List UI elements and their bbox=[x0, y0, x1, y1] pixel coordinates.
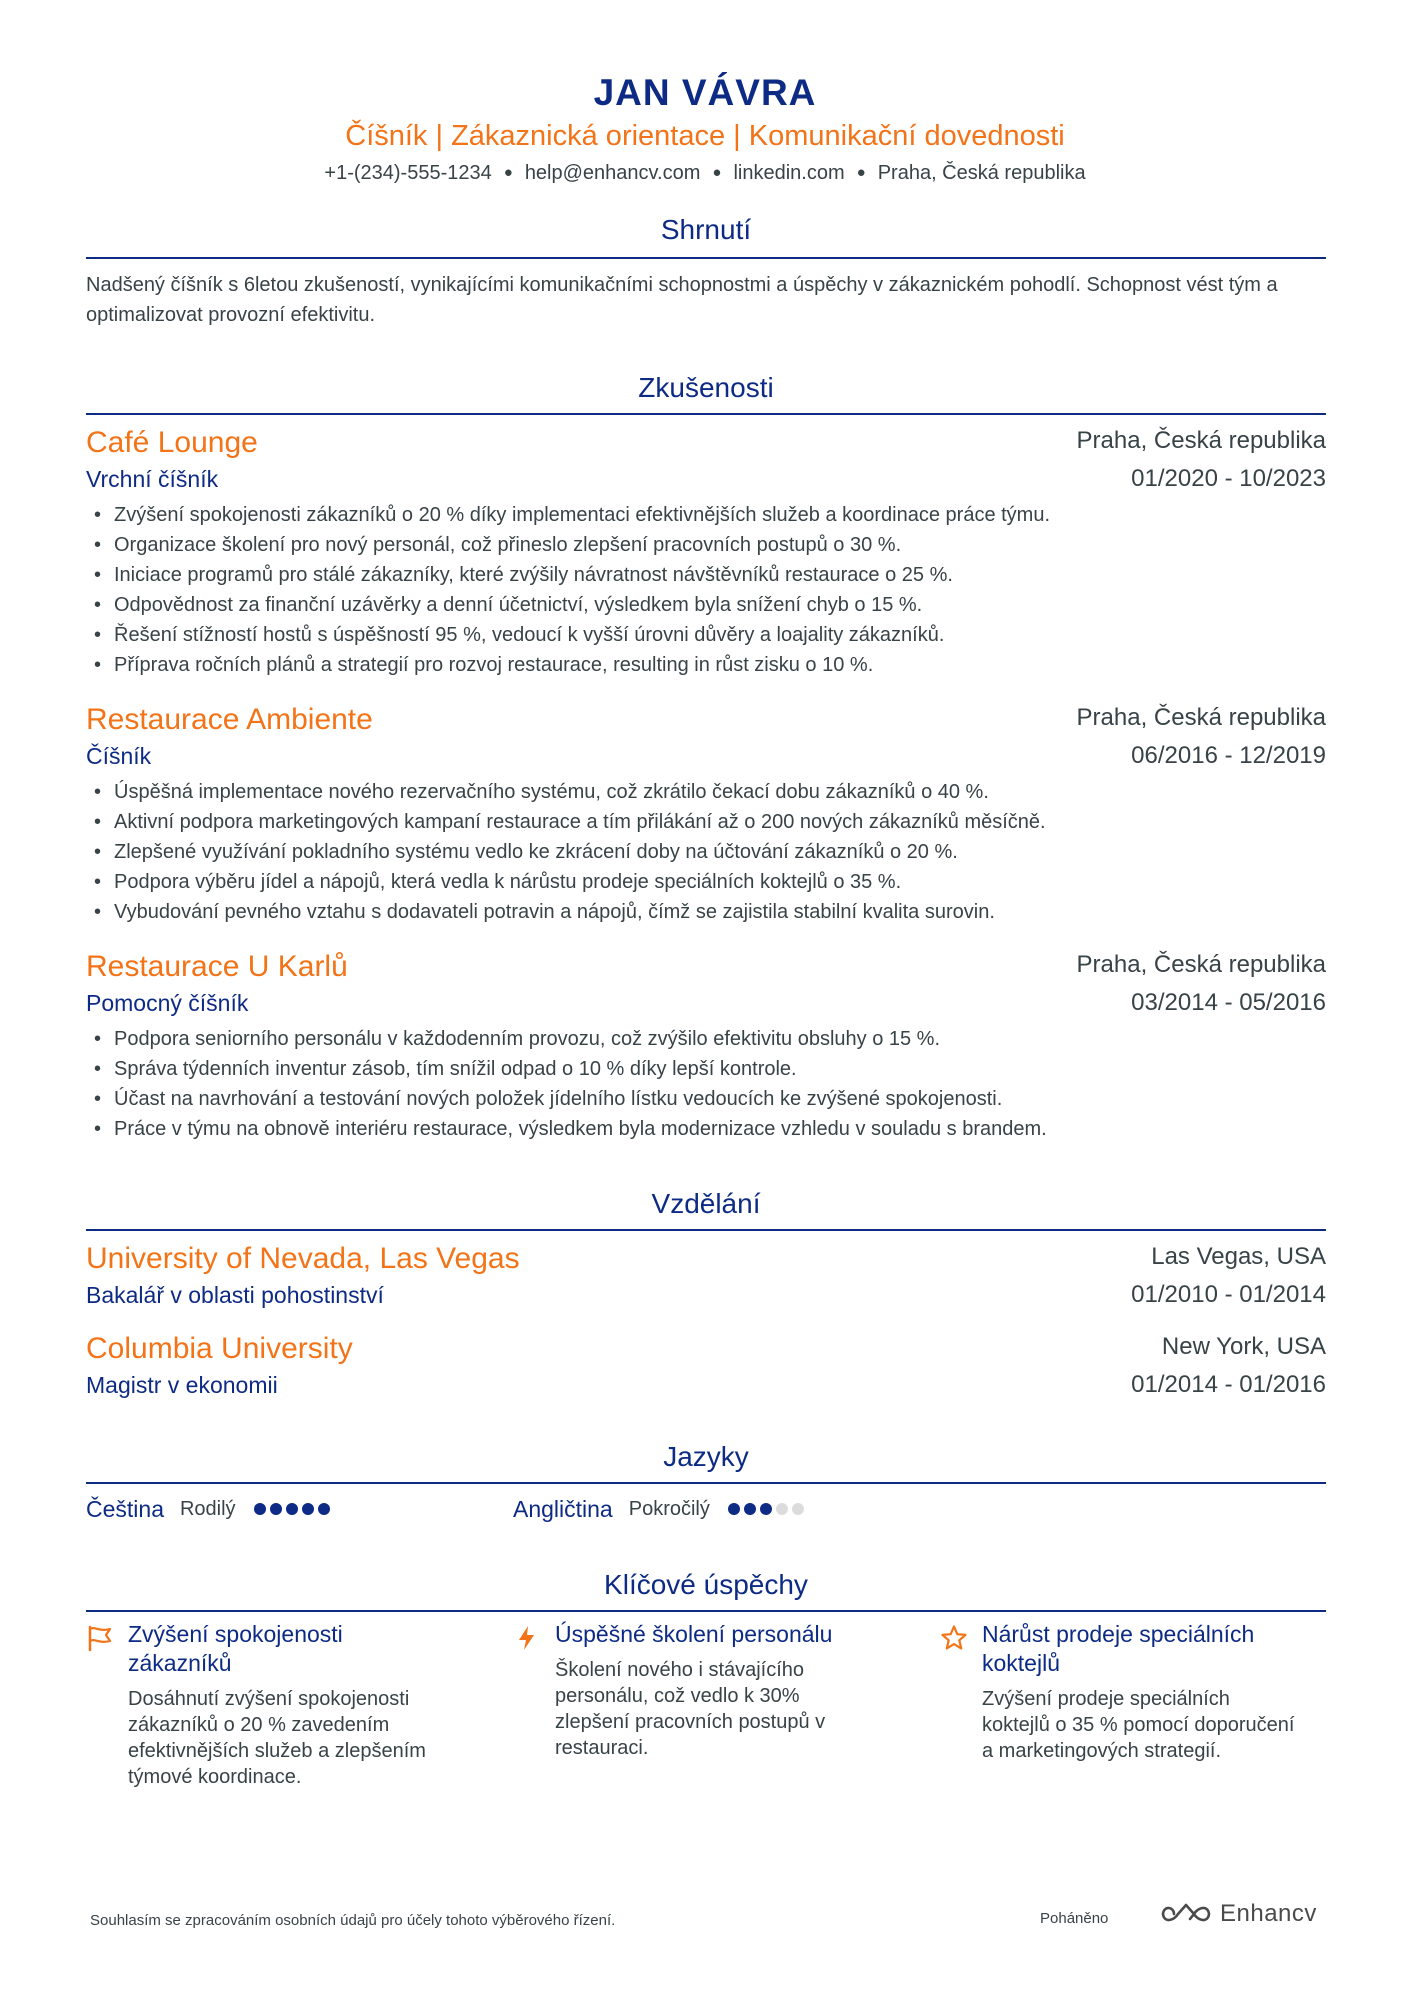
candidate-headline: Číšník | Zákaznická orientace | Komunikační dovednosti bbox=[345, 120, 1065, 152]
section-title-achievements: Klíčové úspěchy bbox=[604, 1569, 808, 1600]
achievement-card bbox=[513, 1620, 873, 1761]
list-item: • Zlepšené využívání pokladního systému vedlo ke zkrácení doby na účtování zákazníků o 20 %. bbox=[86, 837, 1326, 867]
language-entry bbox=[513, 1492, 808, 1526]
infinity-logo-icon bbox=[1160, 1901, 1212, 1927]
section-divider bbox=[86, 1482, 1326, 1484]
rating-dot-filled bbox=[744, 1503, 756, 1515]
job-location: Praha, Česká republika bbox=[1076, 427, 1326, 454]
list-item: • Úspěšná implementace nového rezervačního systému, což zkrátilo čekací dobu zákazníků o 40 %. bbox=[86, 777, 1326, 807]
achievement-card bbox=[86, 1620, 446, 1790]
school-location: Las Vegas, USA bbox=[1151, 1243, 1326, 1270]
star-icon bbox=[940, 1624, 968, 1652]
job-bullets bbox=[86, 1024, 1326, 1144]
achievement-title: Zvýšení spokojenosti zákazníků bbox=[128, 1621, 343, 1676]
section-divider bbox=[86, 1229, 1326, 1231]
rating-dot-filled bbox=[286, 1503, 298, 1515]
language-level: Pokročilý bbox=[628, 1497, 710, 1520]
list-item: • Práce v týmu na obnově interiéru restaurace, výsledkem byla modernizace vzhledu v souladu s brandem. bbox=[86, 1114, 1326, 1144]
resume-header bbox=[0, 70, 1410, 188]
achievement-title: Nárůst prodeje speciálních koktejlů bbox=[982, 1621, 1255, 1676]
rating-dot-filled bbox=[760, 1503, 772, 1515]
section-title-languages: Jazyky bbox=[663, 1441, 749, 1472]
education-entry bbox=[86, 1330, 1326, 1402]
contact-linkedin[interactable]: linkedin.com bbox=[733, 162, 845, 184]
candidate-name: JAN VÁVRA bbox=[593, 72, 817, 113]
degree-name: Magistr v ekonomii bbox=[86, 1372, 278, 1398]
degree-name: Bakalář v oblasti pohostinství bbox=[86, 1282, 384, 1308]
rating-dot-empty bbox=[792, 1503, 804, 1515]
powered-by-label: Poháněno bbox=[1040, 1910, 1109, 1927]
school-name: University of Nevada, Las Vegas bbox=[86, 1242, 520, 1275]
enhancv-logo[interactable] bbox=[1160, 1900, 1317, 1928]
list-item: • Aktivní podpora marketingových kampaní restaurace a tím přilákání až o 200 nových zákazníků měsíčně. bbox=[86, 807, 1326, 837]
list-item: • Příprava ročních plánů a strategií pro rozvoj restaurace, resulting in růst zisku o 10 %. bbox=[86, 650, 1326, 680]
job-entry bbox=[86, 948, 1326, 1144]
list-item: • Řešení stížností hostů s úspěšností 95 %, vedoucí k vyšší úrovni důvěry a loajality zákazníků. bbox=[86, 620, 1326, 650]
section-title-experience: Zkušenosti bbox=[638, 372, 774, 403]
company-name: Restaurace Ambiente bbox=[86, 703, 373, 736]
consent-note: Souhlasím se zpracováním osobních údajů pro účely tohoto výběrového řízení. bbox=[90, 1912, 616, 1929]
language-level: Rodilý bbox=[179, 1497, 236, 1520]
section-title-summary: Shrnutí bbox=[660, 214, 752, 245]
section-divider bbox=[86, 257, 1326, 259]
section-title-education: Vzdělání bbox=[651, 1188, 761, 1219]
section-divider bbox=[86, 413, 1326, 415]
section-divider bbox=[86, 1610, 1326, 1612]
bolt-icon bbox=[513, 1624, 541, 1652]
company-name: Café Lounge bbox=[86, 426, 258, 459]
rating-dot-filled bbox=[728, 1503, 740, 1515]
list-item: • Správa týdenních inventur zásob, tím snížil odpad o 10 % díky lepší kontrole. bbox=[86, 1054, 1326, 1084]
school-name: Columbia University bbox=[86, 1332, 353, 1365]
education-entry bbox=[86, 1240, 1326, 1312]
language-entry bbox=[86, 1492, 334, 1526]
education-dates: 01/2010 - 01/2014 bbox=[1131, 1281, 1326, 1308]
rating-dot-filled bbox=[270, 1503, 282, 1515]
job-bullets bbox=[86, 777, 1326, 927]
job-entry bbox=[86, 424, 1326, 680]
school-location: New York, USA bbox=[1161, 1333, 1326, 1360]
job-entry bbox=[86, 701, 1326, 927]
job-location: Praha, Česká republika bbox=[1076, 951, 1326, 978]
contact-location: Praha, Česká republika bbox=[877, 162, 1086, 184]
rating-dot-filled bbox=[318, 1503, 330, 1515]
job-role: Pomocný číšník bbox=[86, 990, 249, 1016]
language-name: Angličtina bbox=[513, 1495, 613, 1522]
language-name: Čeština bbox=[86, 1495, 164, 1522]
company-name: Restaurace U Karlů bbox=[86, 950, 348, 983]
job-dates: 01/2020 - 10/2023 bbox=[1131, 465, 1326, 492]
achievement-title: Úspěšné školení personálu bbox=[555, 1621, 833, 1647]
list-item: • Zvýšení spokojenosti zákazníků o 20 % díky implementaci efektivnějších služeb a koordinace práce týmu. bbox=[86, 500, 1326, 530]
achievement-card bbox=[940, 1620, 1300, 1764]
flag-icon bbox=[86, 1624, 114, 1652]
contact-phone: +1-(234)-555-1234 bbox=[324, 162, 492, 184]
contact-line bbox=[0, 158, 1410, 188]
contact-email[interactable]: help@enhancv.com bbox=[524, 162, 701, 184]
separator-dot: ● bbox=[856, 164, 866, 181]
separator-dot: ● bbox=[503, 164, 513, 181]
list-item: • Účast na navrhování a testování nových položek jídelního lístku vedoucích ke zvýšené spokojenosti. bbox=[86, 1084, 1326, 1114]
separator-dot: ● bbox=[712, 164, 722, 181]
education-dates: 01/2014 - 01/2016 bbox=[1131, 1371, 1326, 1398]
job-location: Praha, Česká republika bbox=[1076, 704, 1326, 731]
job-bullets bbox=[86, 500, 1326, 680]
job-role: Číšník bbox=[86, 743, 152, 769]
rating-dot-filled bbox=[302, 1503, 314, 1515]
job-role: Vrchní číšník bbox=[86, 466, 219, 492]
language-rating bbox=[254, 1503, 334, 1515]
list-item: • Podpora seniorního personálu v každodenním provozu, což zvýšilo efektivitu obsluhy o 15 %. bbox=[86, 1024, 1326, 1054]
job-dates: 03/2014 - 05/2016 bbox=[1131, 989, 1326, 1016]
rating-dot-filled bbox=[254, 1503, 266, 1515]
job-dates: 06/2016 - 12/2019 bbox=[1131, 742, 1326, 769]
language-rating bbox=[728, 1503, 808, 1515]
summary-text: Nadšený číšník s 6letou zkušeností, vynikajícími komunikačními schopnostmi a úspěchy v zákaznickém pohodlí. Schopnost vést tým a optimalizovat provozní efektivitu. bbox=[86, 274, 1278, 326]
achievement-description: Zvýšení prodeje speciálních koktejlů o 35 % pomocí doporučení a marketingových strategií. bbox=[982, 1688, 1295, 1762]
list-item: • Organizace školení pro nový personál, což přineslo zlepšení pracovních postupů o 30 %. bbox=[86, 530, 1326, 560]
brand-name: Enhancv bbox=[1220, 1900, 1317, 1927]
list-item: • Iniciace programů pro stálé zákazníky, které zvýšily návratnost návštěvníků restaurace o 25 %. bbox=[86, 560, 1326, 590]
list-item: • Podpora výběru jídel a nápojů, která vedla k nárůstu prodeje speciálních koktejlů o 35 %. bbox=[86, 867, 1326, 897]
achievement-description: Dosáhnutí zvýšení spokojenosti zákazníků o 20 % zavedením efektivnějších služeb a zlepšením týmové koordinace. bbox=[128, 1688, 426, 1788]
list-item: • Vybudování pevného vztahu s dodavateli potravin a nápojů, čímž se zajistila stabilní kvalita surovin. bbox=[86, 897, 1326, 927]
list-item: • Odpovědnost za finanční uzávěrky a denní účetnictví, výsledkem byla snížení chyb o 15 %. bbox=[86, 590, 1326, 620]
rating-dot-empty bbox=[776, 1503, 788, 1515]
achievement-description: Školení nového i stávajícího personálu, což vedlo k 30% zlepšení pracovních postupů v restauraci. bbox=[555, 1659, 826, 1759]
